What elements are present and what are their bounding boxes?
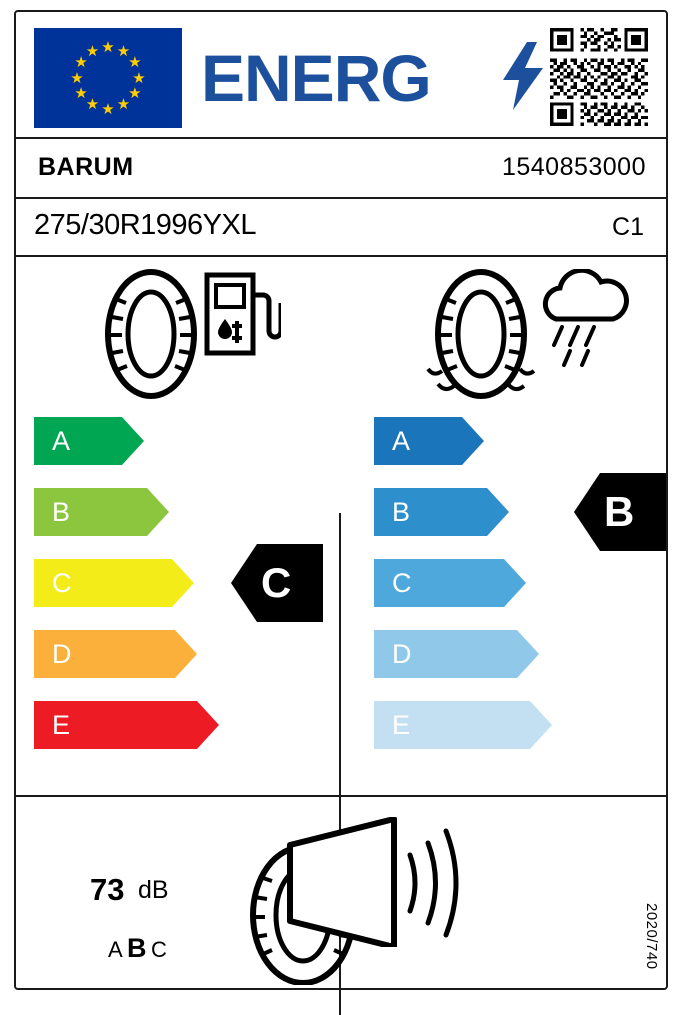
grade-letter: D <box>392 638 412 669</box>
fuel-pump-icon <box>201 269 281 359</box>
regulation-code: 2020/740 <box>643 903 660 970</box>
size-row <box>16 197 666 255</box>
qr-code-icon <box>550 28 648 126</box>
eu-star-icon: ★ <box>128 54 142 71</box>
fuel-grade-E <box>34 701 219 749</box>
grade-letter: D <box>52 638 72 669</box>
eu-star-icon: ★ <box>116 96 131 114</box>
lightning-bolt-icon <box>503 42 543 110</box>
label-header <box>16 12 666 137</box>
fuel-grade-C <box>34 559 194 607</box>
grade-letter: C <box>52 567 72 598</box>
grade-letter: C <box>392 567 412 598</box>
fuel-rating-letter: C <box>261 559 292 606</box>
wet-rating-marker <box>574 473 666 551</box>
fuel-grade-B <box>34 488 169 536</box>
eu-star-icon: ★ <box>85 96 100 114</box>
eu-star-icon: ★ <box>128 85 142 102</box>
eu-flag-icon <box>34 28 182 128</box>
noise-class-a: A <box>108 937 123 962</box>
grade-letter: A <box>392 425 411 456</box>
grade-letter: B <box>392 496 411 527</box>
brand-row <box>16 137 666 197</box>
wet-grade-A <box>374 417 484 465</box>
bar-shape <box>34 417 144 465</box>
fuel-grade-A <box>34 417 144 465</box>
wet-grade-D <box>374 630 539 678</box>
noise-class-c: C <box>151 937 167 962</box>
wet-grade-B <box>374 488 509 536</box>
grade-letter: A <box>52 425 71 456</box>
eu-star-icon: ★ <box>101 100 115 118</box>
eu-star-icon: ★ <box>101 38 115 56</box>
tyre-wet-icon <box>426 269 536 399</box>
eu-star-icon: ★ <box>74 85 88 102</box>
tyre-class: C1 <box>612 213 644 241</box>
wet-grade-E <box>374 701 552 749</box>
tyre-size: 275/30R1996YXL <box>34 209 256 241</box>
eu-star-icon: ★ <box>70 69 84 87</box>
noise-unit: dB <box>138 876 169 904</box>
product-code: 1540853000 <box>501 153 646 181</box>
tyre-icon <box>96 269 206 399</box>
rain-cloud-icon <box>534 269 634 379</box>
grade-letter: E <box>52 709 71 740</box>
eu-star-icon: ★ <box>132 69 146 87</box>
grade-letter: E <box>392 709 411 740</box>
noise-value: 73 <box>90 872 125 907</box>
eu-star-icon: ★ <box>85 42 100 60</box>
eu-star-icon: ★ <box>74 54 88 71</box>
grade-letter: B <box>52 496 71 527</box>
eu-star-icon: ★ <box>116 42 131 60</box>
bar-shape <box>374 417 484 465</box>
fuel-grade-D <box>34 630 197 678</box>
brand-name: BARUM <box>38 153 134 181</box>
grading-section <box>16 255 666 795</box>
energy-label-card <box>14 10 668 990</box>
noise-section <box>16 795 666 990</box>
noise-class-b: B <box>127 933 147 963</box>
fuel-rating-marker <box>231 544 323 622</box>
speaker-icon <box>286 817 466 947</box>
page-title: ENERG <box>201 41 431 115</box>
wet-rating-letter: B <box>604 488 635 535</box>
wet-grade-C <box>374 559 526 607</box>
